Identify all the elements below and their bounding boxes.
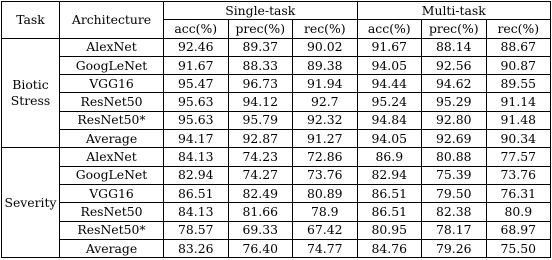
metric-value-cell: 89.37 bbox=[228, 38, 293, 56]
average-value-cell: 94.05 bbox=[357, 130, 422, 148]
header-metric: acc(%) bbox=[164, 20, 229, 38]
metric-value-cell: 81.66 bbox=[228, 203, 293, 221]
metric-value-cell: 80.88 bbox=[422, 148, 487, 166]
metric-value-cell: 86.51 bbox=[164, 184, 229, 202]
task-label: Biotic bbox=[12, 76, 49, 92]
metric-value-cell: 80.89 bbox=[293, 184, 358, 202]
header-task: Task bbox=[2, 2, 60, 39]
table-row bbox=[2, 111, 551, 129]
task-label: Stress bbox=[10, 92, 51, 108]
metric-value-cell: 82.49 bbox=[228, 184, 293, 202]
metric-value-cell: 91.14 bbox=[486, 93, 551, 111]
average-value-cell: 92.87 bbox=[228, 130, 293, 148]
architecture-cell: ResNet50 bbox=[60, 93, 164, 111]
average-value-cell: 83.26 bbox=[164, 239, 229, 257]
metric-value-cell: 88.14 bbox=[422, 38, 487, 56]
table-row bbox=[2, 184, 551, 202]
metric-value-cell: 82.94 bbox=[164, 166, 229, 184]
metric-value-cell: 73.76 bbox=[293, 166, 358, 184]
metric-value-cell: 78.57 bbox=[164, 221, 229, 239]
table-row bbox=[2, 221, 551, 239]
metric-value-cell: 74.27 bbox=[228, 166, 293, 184]
metric-value-cell: 82.38 bbox=[422, 203, 487, 221]
architecture-cell: AlexNet bbox=[60, 38, 164, 56]
architecture-cell: VGG16 bbox=[60, 75, 164, 93]
metric-value-cell: 78.17 bbox=[422, 221, 487, 239]
table-row bbox=[2, 166, 551, 184]
architecture-cell: VGG16 bbox=[60, 184, 164, 202]
metric-value-cell: 91.67 bbox=[164, 56, 229, 74]
metric-value-cell: 74.23 bbox=[228, 148, 293, 166]
metric-value-cell: 94.62 bbox=[422, 75, 487, 93]
metric-value-cell: 76.31 bbox=[486, 184, 551, 202]
metric-value-cell: 90.02 bbox=[293, 38, 358, 56]
average-label: Average bbox=[60, 130, 164, 148]
metric-value-cell: 88.33 bbox=[228, 56, 293, 74]
metric-value-cell: 68.97 bbox=[486, 221, 551, 239]
metric-value-cell: 84.13 bbox=[164, 203, 229, 221]
table-row bbox=[2, 56, 551, 74]
metric-value-cell: 67.42 bbox=[293, 221, 358, 239]
task-cell bbox=[2, 148, 60, 258]
table-row bbox=[2, 38, 551, 56]
metric-value-cell: 95.63 bbox=[164, 93, 229, 111]
table-body bbox=[2, 38, 551, 258]
metric-value-cell: 91.67 bbox=[357, 38, 422, 56]
task-cell bbox=[2, 38, 60, 148]
header-metric: prec(%) bbox=[228, 20, 293, 38]
metric-value-cell: 91.48 bbox=[486, 111, 551, 129]
average-value-cell: 74.77 bbox=[293, 239, 358, 257]
metric-value-cell: 92.80 bbox=[422, 111, 487, 129]
metric-value-cell: 84.13 bbox=[164, 148, 229, 166]
architecture-cell: AlexNet bbox=[60, 148, 164, 166]
metric-value-cell: 77.57 bbox=[486, 148, 551, 166]
architecture-cell: ResNet50 bbox=[60, 203, 164, 221]
table-row bbox=[2, 75, 551, 93]
architecture-cell: GoogLeNet bbox=[60, 56, 164, 74]
table-row bbox=[2, 203, 551, 221]
metric-value-cell: 94.12 bbox=[228, 93, 293, 111]
architecture-cell: ResNet50* bbox=[60, 221, 164, 239]
metric-value-cell: 92.56 bbox=[422, 56, 487, 74]
metric-value-cell: 89.38 bbox=[293, 56, 358, 74]
architecture-cell: ResNet50* bbox=[60, 111, 164, 129]
average-value-cell: 84.76 bbox=[357, 239, 422, 257]
header-metric: rec(%) bbox=[486, 20, 551, 38]
metric-value-cell: 78.9 bbox=[293, 203, 358, 221]
average-row bbox=[2, 130, 551, 148]
metric-value-cell: 95.79 bbox=[228, 111, 293, 129]
table-row bbox=[2, 148, 551, 166]
header-single-task: Single-task bbox=[164, 2, 358, 20]
metric-value-cell: 82.94 bbox=[357, 166, 422, 184]
metric-value-cell: 69.33 bbox=[228, 221, 293, 239]
metric-value-cell: 89.55 bbox=[486, 75, 551, 93]
average-value-cell: 76.40 bbox=[228, 239, 293, 257]
architecture-cell: GoogLeNet bbox=[60, 166, 164, 184]
metric-value-cell: 94.05 bbox=[357, 56, 422, 74]
header-metric: acc(%) bbox=[357, 20, 422, 38]
metric-value-cell: 86.9 bbox=[357, 148, 422, 166]
metric-value-cell: 92.32 bbox=[293, 111, 358, 129]
metric-value-cell: 91.94 bbox=[293, 75, 358, 93]
metric-value-cell: 80.9 bbox=[486, 203, 551, 221]
average-label: Average bbox=[60, 239, 164, 257]
metric-value-cell: 94.44 bbox=[357, 75, 422, 93]
metric-value-cell: 86.51 bbox=[357, 203, 422, 221]
results-table bbox=[1, 1, 551, 258]
metric-value-cell: 94.84 bbox=[357, 111, 422, 129]
average-value-cell: 90.34 bbox=[486, 130, 551, 148]
metric-value-cell: 80.95 bbox=[357, 221, 422, 239]
metric-value-cell: 73.76 bbox=[486, 166, 551, 184]
metric-value-cell: 96.73 bbox=[228, 75, 293, 93]
metric-value-cell: 86.51 bbox=[357, 184, 422, 202]
metric-value-cell: 92.7 bbox=[293, 93, 358, 111]
metric-value-cell: 72.86 bbox=[293, 148, 358, 166]
average-value-cell: 75.50 bbox=[486, 239, 551, 257]
metric-value-cell: 95.63 bbox=[164, 111, 229, 129]
average-value-cell: 94.17 bbox=[164, 130, 229, 148]
average-row bbox=[2, 239, 551, 257]
header-metric: prec(%) bbox=[422, 20, 487, 38]
table-row bbox=[2, 93, 551, 111]
average-value-cell: 79.26 bbox=[422, 239, 487, 257]
metric-value-cell: 92.46 bbox=[164, 38, 229, 56]
task-label: Severity bbox=[4, 194, 57, 210]
metric-value-cell: 90.87 bbox=[486, 56, 551, 74]
metric-value-cell: 95.47 bbox=[164, 75, 229, 93]
average-value-cell: 91.27 bbox=[293, 130, 358, 148]
metric-value-cell: 79.50 bbox=[422, 184, 487, 202]
metric-value-cell: 95.24 bbox=[357, 93, 422, 111]
header-multi-task: Multi-task bbox=[357, 2, 551, 20]
metric-value-cell: 75.39 bbox=[422, 166, 487, 184]
metric-value-cell: 95.29 bbox=[422, 93, 487, 111]
header-architecture: Architecture bbox=[60, 2, 164, 39]
average-value-cell: 92.69 bbox=[422, 130, 487, 148]
metric-value-cell: 88.67 bbox=[486, 38, 551, 56]
header-metric: rec(%) bbox=[293, 20, 358, 38]
